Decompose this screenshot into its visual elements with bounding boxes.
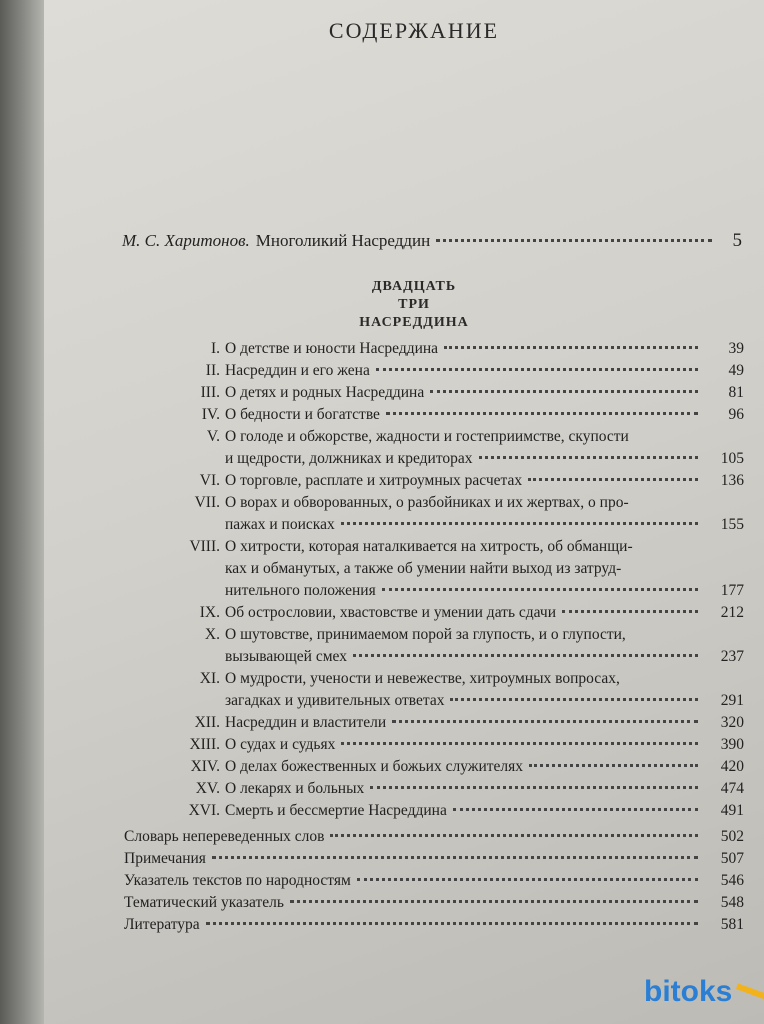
dot-leader	[370, 784, 698, 789]
chapter-title-line	[225, 800, 744, 822]
appendix-list	[124, 826, 744, 936]
chapter-body	[225, 668, 744, 712]
page-number: 420	[720, 758, 744, 775]
intro-page: 5	[732, 230, 742, 251]
chapter-title-text: ках и обманутых, а также об умении найти выход из затруд-	[225, 560, 622, 577]
chapter-title-text: О шутовстве, принимаемом порой за глупость, и о глупости,	[225, 626, 626, 643]
dot-leader	[382, 586, 698, 591]
page-number: 291	[720, 692, 744, 709]
page-number: 105	[720, 450, 744, 467]
appendix-title: Указатель текстов по народностям	[124, 872, 351, 889]
dot-leader	[386, 410, 698, 415]
toc-entry	[124, 360, 744, 382]
dot-leader	[562, 608, 698, 613]
chapter-title-text: вызывающей смех	[225, 648, 347, 665]
page-number: 581	[720, 916, 744, 933]
chapter-title-line	[225, 426, 744, 448]
chapter-title-line	[225, 338, 744, 360]
chapter-title-text: О хитрости, которая наталкивается на хитрость, об обманщи-	[225, 538, 633, 555]
chapter-title-text: О бедности и богатстве	[225, 406, 380, 423]
chapter-title-text: О судах и судьях	[225, 736, 336, 753]
page-number: 49	[728, 362, 744, 379]
chapter-title-line	[225, 602, 744, 624]
chapter-body	[225, 624, 744, 668]
chapter-number: XII.	[194, 714, 220, 731]
page-number: 136	[720, 472, 744, 489]
appendix-entry	[124, 826, 744, 848]
chapter-body	[225, 778, 744, 800]
section-title-line-2: ТРИ	[398, 297, 430, 312]
chapter-number: VIII.	[189, 538, 220, 555]
book-gutter	[0, 0, 44, 1024]
dot-leader	[376, 366, 698, 371]
chapter-title-line	[225, 514, 744, 536]
chapter-title-text: Насреддин и властители	[225, 714, 387, 731]
toc-entry	[124, 778, 744, 800]
chapter-title-line	[225, 756, 744, 778]
page-number: 507	[720, 850, 744, 867]
chapter-title-line	[225, 778, 744, 800]
toc-entry	[124, 756, 744, 778]
chapter-number: VI.	[199, 472, 220, 489]
chapter-title-line	[225, 382, 744, 404]
hammer-icon	[736, 983, 764, 1000]
page-number: 177	[720, 582, 744, 599]
page-number: 491	[720, 802, 744, 819]
page-number: 548	[720, 894, 744, 911]
chapter-body	[225, 536, 744, 602]
page-number: 96	[728, 406, 744, 423]
page-number: 546	[720, 872, 744, 889]
page-number: 502	[720, 828, 744, 845]
dot-leader	[330, 832, 698, 837]
chapter-body	[225, 602, 744, 624]
chapter-title-line	[225, 624, 744, 646]
page-number: 237	[720, 648, 744, 665]
dot-leader	[212, 854, 698, 859]
dot-leader	[357, 876, 698, 881]
chapter-body	[225, 712, 744, 734]
chapter-number: IV.	[201, 406, 220, 423]
book-page	[44, 0, 764, 1024]
dot-leader	[341, 740, 698, 745]
chapter-title-line	[225, 448, 744, 470]
dot-leader	[430, 388, 698, 393]
toc-entry	[124, 338, 744, 360]
chapter-body	[225, 338, 744, 360]
chapter-title-line	[225, 646, 744, 668]
chapter-title-text: О ворах и обворованных, о разбойниках и их жертвах, о про-	[225, 494, 629, 511]
chapter-list	[124, 338, 744, 822]
chapter-title-line	[225, 690, 744, 712]
watermark-text: bitoks	[644, 975, 733, 1008]
page-number: 39	[728, 340, 744, 357]
appendix-entry	[124, 848, 744, 870]
chapter-title-text: О мудрости, учености и невежестве, хитроумных вопросах,	[225, 670, 620, 687]
chapter-number: V.	[206, 428, 220, 445]
chapter-title-line	[225, 668, 744, 690]
toc-entry	[124, 536, 744, 602]
chapter-body	[225, 426, 744, 470]
chapter-title-text: О торговле, расплате и хитроумных расчетах	[225, 472, 523, 489]
chapter-title-text: О лекарях и больных	[225, 780, 365, 797]
chapter-body	[225, 800, 744, 822]
chapter-title-line	[225, 558, 744, 580]
chapter-title-text: Насреддин и его жена	[225, 362, 370, 379]
section-title-line-3: НАСРЕДДИНА	[359, 315, 469, 330]
dot-leader	[529, 762, 698, 767]
chapter-number: II.	[205, 362, 220, 379]
chapter-body	[225, 756, 744, 778]
page-number: 155	[720, 516, 744, 533]
toc-entry	[124, 404, 744, 426]
page-number: 320	[720, 714, 744, 731]
appendix-title: Тематический указатель	[124, 894, 284, 911]
appendix-entry	[124, 914, 744, 936]
toc-entry	[124, 382, 744, 404]
appendix-title: Литература	[124, 916, 200, 933]
chapter-body	[225, 360, 744, 382]
toc-entry	[124, 470, 744, 492]
chapter-number: X.	[204, 626, 220, 643]
toc-entry	[124, 668, 744, 712]
toc-entry	[124, 800, 744, 822]
watermark-logo	[644, 972, 764, 1012]
toc-entry	[124, 712, 744, 734]
toc-entry	[124, 602, 744, 624]
dot-leader	[453, 806, 698, 811]
chapter-number: XV.	[195, 780, 220, 797]
chapter-body	[225, 492, 744, 536]
dot-leader	[206, 920, 698, 925]
chapter-body	[225, 734, 744, 756]
chapter-body	[225, 382, 744, 404]
chapter-number: IX.	[199, 604, 220, 621]
toc-entry	[124, 734, 744, 756]
chapter-title-text: Об острословии, хвастовстве и умении дать сдачи	[225, 604, 557, 621]
chapter-title-text: О голоде и обжорстве, жадности и гостеприимстве, скупости	[225, 428, 629, 445]
chapter-title-text: О делах божественных и божьих служителях	[225, 758, 524, 775]
appendix-title: Словарь непереведенных слов	[124, 828, 325, 845]
chapter-title-text: О детстве и юности Насреддина	[225, 340, 439, 357]
chapter-title-line	[225, 492, 744, 514]
dot-leader	[528, 476, 698, 481]
table-of-contents	[124, 338, 744, 936]
intro-entry	[122, 230, 742, 256]
page-number: 390	[720, 736, 744, 753]
page-number: 81	[728, 384, 744, 401]
chapter-number: XIII.	[189, 736, 220, 753]
chapter-title-line	[225, 712, 744, 734]
intro-author: М. С. Харитонов.	[122, 231, 250, 250]
chapter-title-text: нительного положения	[225, 582, 376, 599]
page-title: СОДЕРЖАНИЕ	[328, 18, 500, 43]
dot-leader	[290, 898, 698, 903]
chapter-number: XIV.	[190, 758, 220, 775]
chapter-title-line	[225, 536, 744, 558]
chapter-number: III.	[200, 384, 220, 401]
dot-leader	[392, 718, 698, 723]
dot-leader	[353, 652, 698, 657]
chapter-number: XI.	[199, 670, 220, 687]
toc-entry	[124, 492, 744, 536]
dot-leader	[479, 454, 698, 459]
dot-leader	[436, 237, 712, 242]
chapter-number: XVI.	[188, 802, 220, 819]
chapter-title-line	[225, 734, 744, 756]
page-number: 212	[720, 604, 744, 621]
dot-leader	[341, 520, 698, 525]
chapter-body	[225, 470, 744, 492]
chapter-title-text: и щедрости, должниках и кредиторах	[225, 450, 473, 467]
chapter-title-line	[225, 404, 744, 426]
intro-title: Многоликий Насреддин	[255, 231, 431, 250]
chapter-title-line	[225, 360, 744, 382]
appendix-entry	[124, 870, 744, 892]
appendix-entry	[124, 892, 744, 914]
chapter-title-text: загадках и удивительных ответах	[225, 692, 445, 709]
chapter-title-line	[225, 580, 744, 602]
section-title-line-1: ДВАДЦАТЬ	[371, 279, 457, 294]
chapter-title-text: О детях и родных Насреддина	[225, 384, 425, 401]
dot-leader	[444, 344, 698, 349]
chapter-number: VII.	[194, 494, 220, 511]
chapter-number: I.	[210, 340, 220, 357]
toc-entry	[124, 426, 744, 470]
chapter-body	[225, 404, 744, 426]
toc-entry	[124, 624, 744, 668]
page-number: 474	[720, 780, 744, 797]
chapter-title-text: Смерть и бессмертие Насреддина	[225, 802, 447, 819]
chapter-title-line	[225, 470, 744, 492]
dot-leader	[450, 696, 698, 701]
chapter-title-text: пажах и поисках	[225, 516, 335, 533]
appendix-title: Примечания	[124, 850, 206, 867]
